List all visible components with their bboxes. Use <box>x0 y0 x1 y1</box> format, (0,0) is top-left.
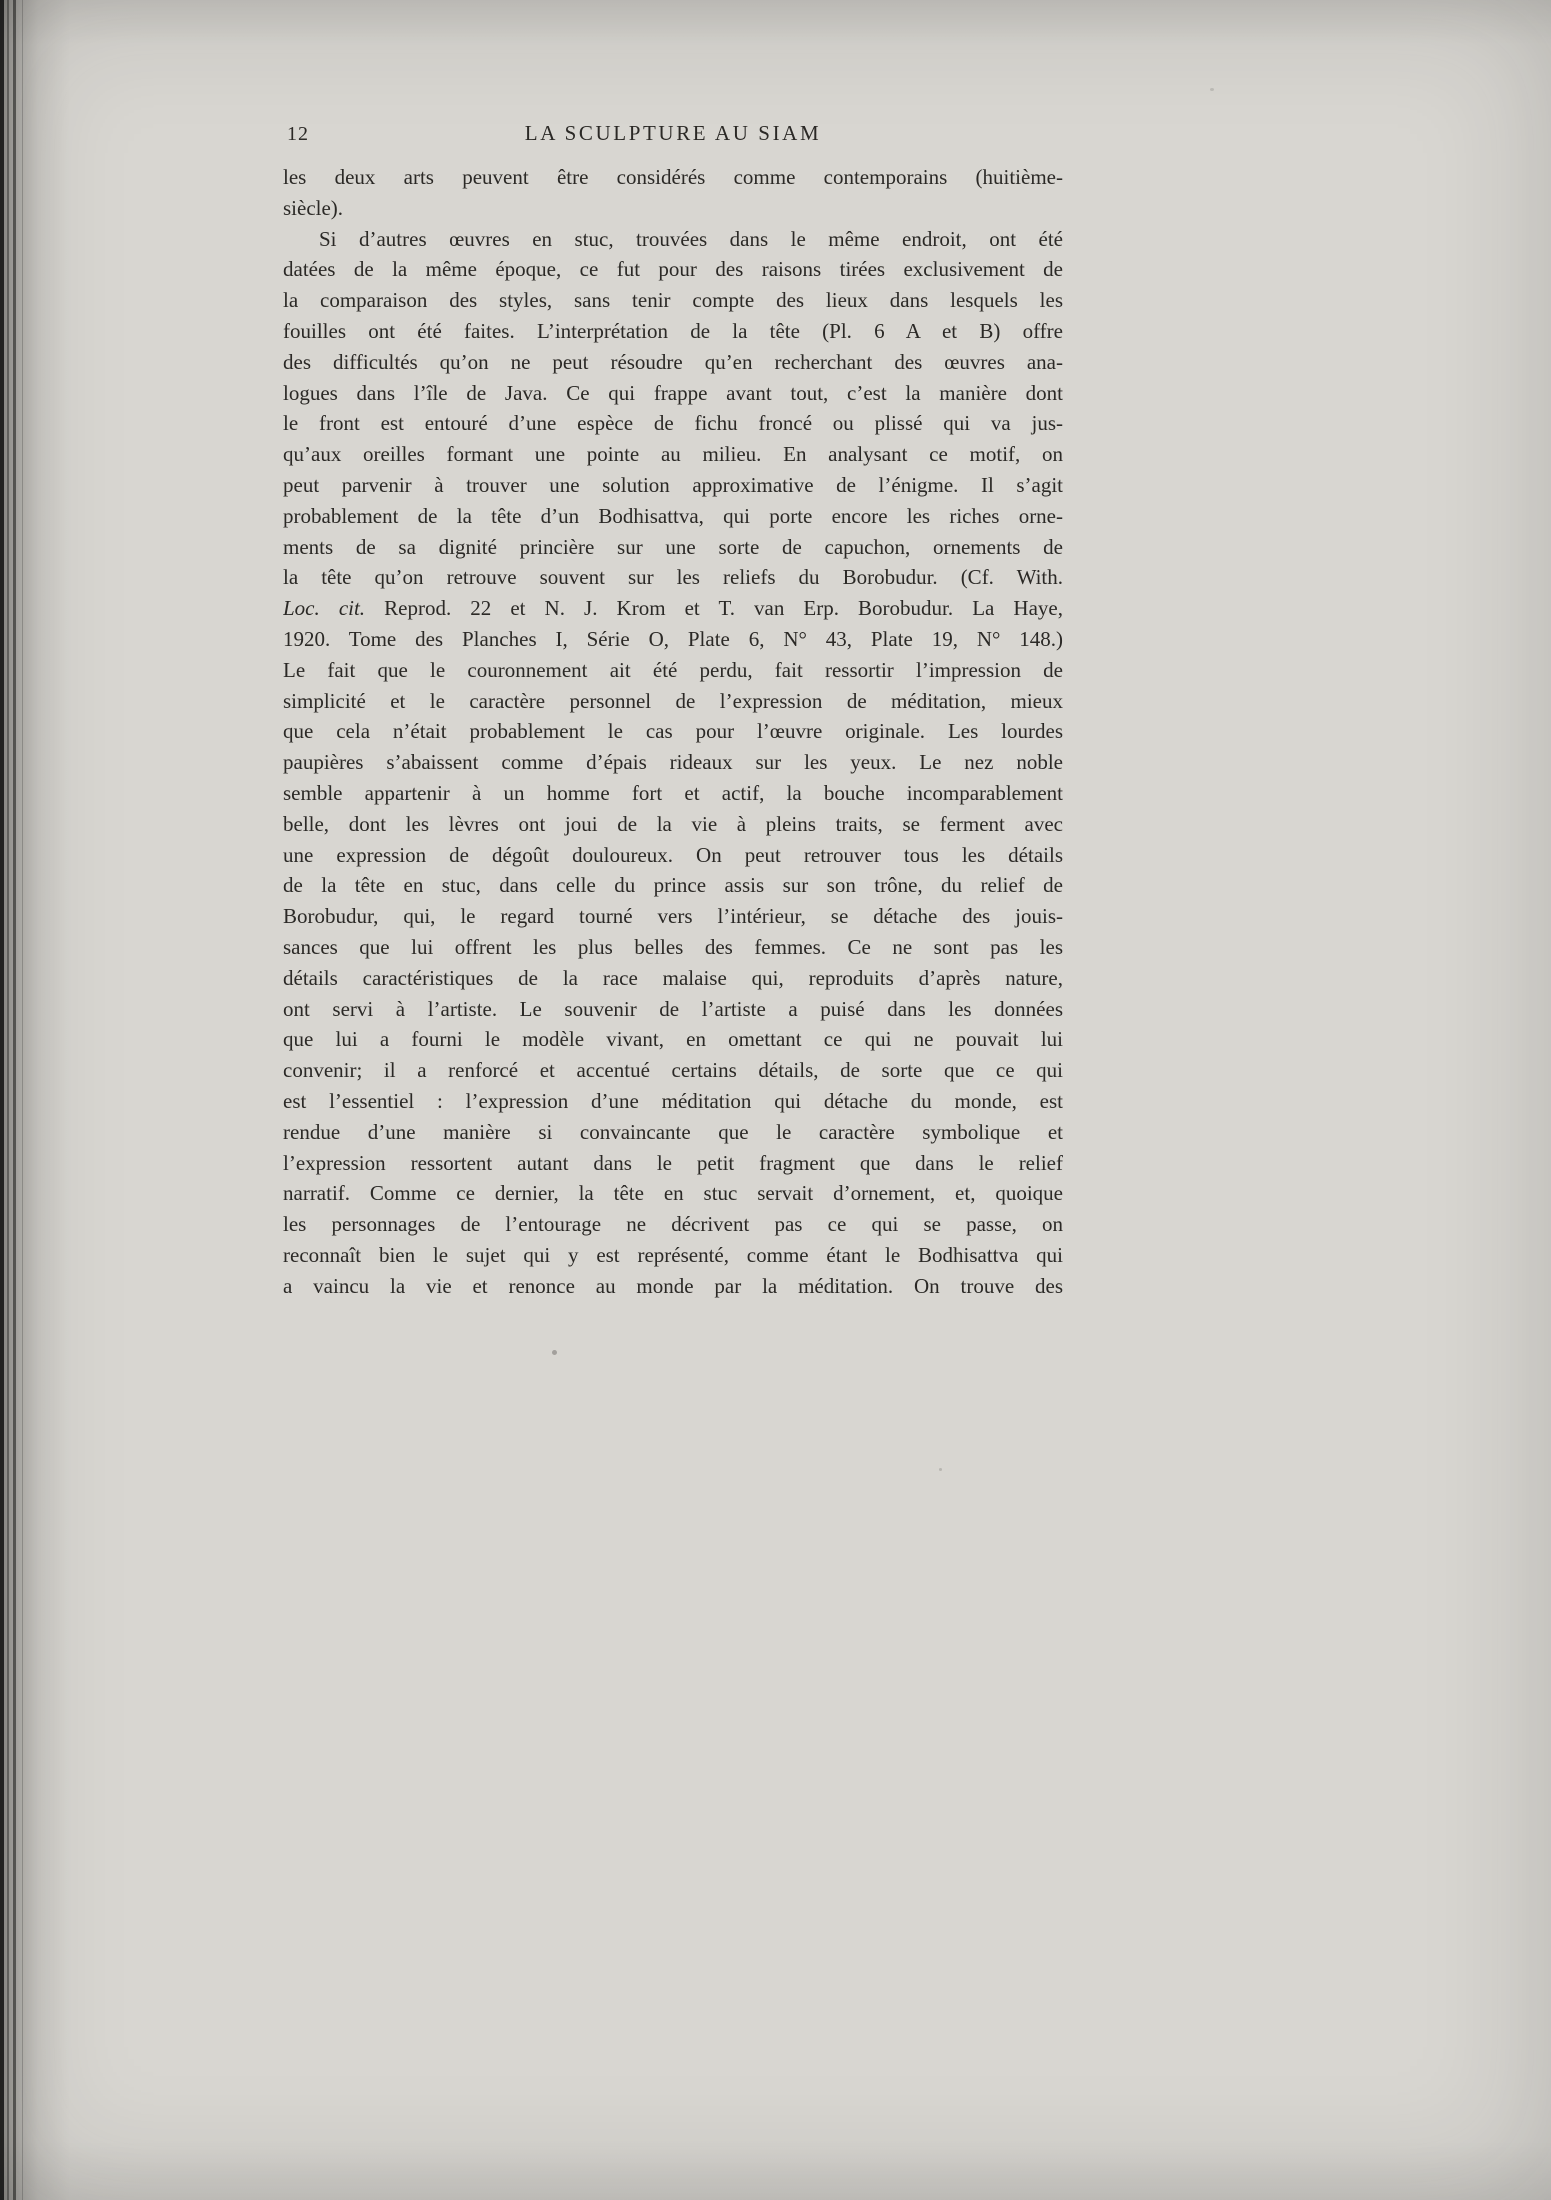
text-line: simplicité et le caractère personnel de l’expression de méditation, mieux <box>283 688 1063 713</box>
text-line: peut parvenir à trouver une solution approximative de l’énigme. Il s’agit <box>283 472 1063 497</box>
running-head-title: LA SCULPTURE AU SIAM <box>524 121 822 145</box>
text-line: que cela n’était probablement le cas pour l’œuvre originale. Les lourdes <box>283 719 1063 744</box>
text-line: convenir; il a renforcé et accentué certains détails, de sorte que ce qui <box>283 1058 1063 1083</box>
text-line: les personnages de l’entourage ne décrivent pas ce qui se passe, on <box>283 1212 1063 1237</box>
text-line: Le fait que le couronnement ait été perdu, fait ressortir l’impression de <box>283 657 1063 682</box>
text-line: le front est entouré d’une espèce de fichu froncé ou plissé qui va jus- <box>283 411 1063 436</box>
text-line: fouilles ont été faites. L’interprétation de la tête (Pl. 6 A et B) offre <box>283 318 1063 343</box>
text-line: paupières s’abaissent comme d’épais rideaux sur les yeux. Le nez noble <box>283 750 1063 775</box>
text-line: probablement de la tête d’un Bodhisattva, qui porte encore les riches orne- <box>283 503 1063 528</box>
text-line: reconnaît bien le sujet qui y est représenté, comme étant le Bodhisattva qui <box>283 1242 1063 1267</box>
binding-edge-line <box>0 0 4 2200</box>
text-area <box>283 120 1063 1301</box>
text-line: 1920. Tome des Planches I, Série O, Plate 6, N° 43, Plate 19, N° 148.) <box>283 626 1063 651</box>
text-line: qu’aux oreilles formant une pointe au milieu. En analysant ce motif, on <box>283 442 1063 467</box>
text-line: ont servi à l’artiste. Le souvenir de l’artiste a puisé dans les données <box>283 996 1063 1021</box>
text-line: de la tête en stuc, dans celle du prince assis sur son trône, du relief de <box>283 873 1063 898</box>
text-block <box>283 162 1063 1301</box>
binding-edge-line <box>7 0 9 2200</box>
paper-speck <box>939 1468 942 1471</box>
text-line: semble appartenir à un homme fort et actif, la bouche incomparablement <box>283 780 1063 805</box>
text-line: la tête qu’on retrouve souvent sur les reliefs du Borobudur. (Cf. With. <box>283 565 1063 590</box>
text-line: que lui a fourni le modèle vivant, en omettant ce qui ne pouvait lui <box>283 1027 1063 1052</box>
text-line: logues dans l’île de Java. Ce qui frappe avant tout, c’est la manière dont <box>283 380 1063 405</box>
running-head <box>283 120 1063 150</box>
text-line: a vaincu la vie et renonce au monde par la méditation. On trouve des <box>283 1273 1063 1298</box>
text-line: siècle). <box>283 195 344 220</box>
text-line: Borobudur, qui, le regard tourné vers l’intérieur, se détache des jouis- <box>283 904 1063 929</box>
text-line: est l’essentiel : l’expression d’une méditation qui détache du monde, est <box>283 1088 1063 1113</box>
paper-speck <box>552 1350 557 1355</box>
text-line: narratif. Comme ce dernier, la tête en stuc servait d’ornement, et, quoique <box>283 1181 1063 1206</box>
text-line: Si d’autres œuvres en stuc, trouvées dans le même endroit, ont été <box>319 226 1063 251</box>
text-line: rendue d’une manière si convaincante que le caractère symbolique et <box>283 1119 1063 1144</box>
text-line: Loc. cit. Reprod. 22 et N. J. Krom et T. van Erp. Borobudur. La Haye, <box>283 596 1063 621</box>
text-line: une expression de dégoût douloureux. On peut retrouver tous les détails <box>283 842 1063 867</box>
text-line: la comparaison des styles, sans tenir compte des lieux dans lesquels les <box>283 288 1063 313</box>
binding-edge-line <box>22 0 23 2200</box>
text-line: l’expression ressortent autant dans le petit fragment que dans le relief <box>283 1150 1063 1175</box>
text-line: les deux arts peuvent être considérés comme contemporains (huitième- <box>283 165 1063 189</box>
text-line: détails caractéristiques de la race malaise qui, reproduits d’après nature, <box>283 965 1063 990</box>
text-line: des difficultés qu’on ne peut résoudre qu’en recherchant des œuvres ana- <box>283 349 1063 374</box>
text-line: ments de sa dignité princière sur une sorte de capuchon, ornements de <box>283 534 1063 559</box>
binding-edge-line <box>13 0 16 2200</box>
paper-speck <box>1210 88 1214 91</box>
text-line: sances que lui offrent les plus belles des femmes. Ce ne sont pas les <box>283 934 1063 959</box>
text-line: belle, dont les lèvres ont joui de la vie à pleins traits, se ferment avec <box>283 811 1063 836</box>
page-number: 12 <box>287 123 309 145</box>
text-line: datées de la même époque, ce fut pour des raisons tirées exclusivement de <box>283 257 1063 282</box>
